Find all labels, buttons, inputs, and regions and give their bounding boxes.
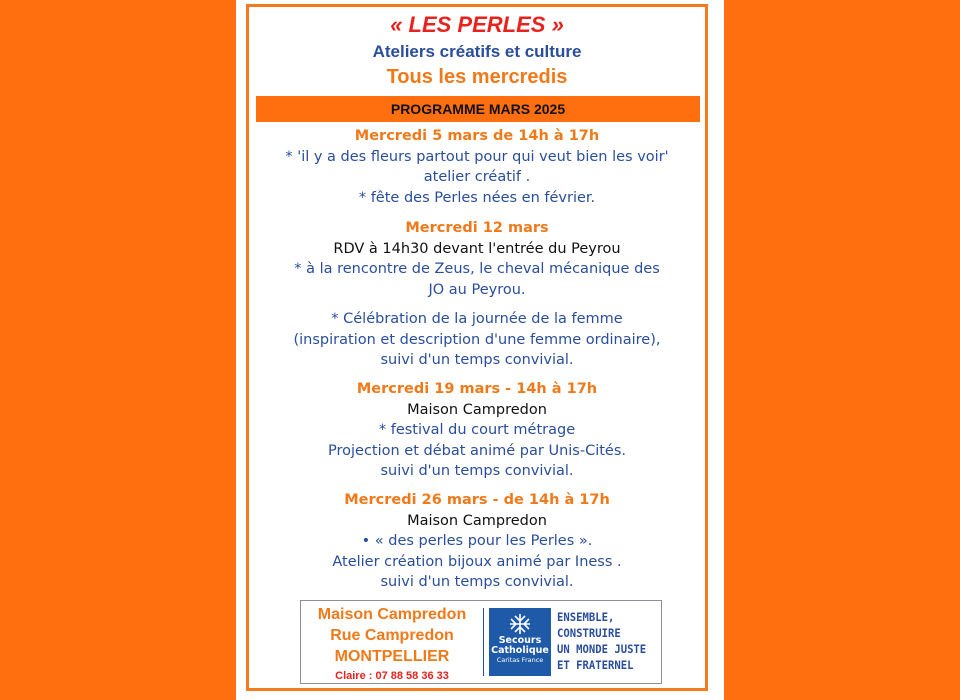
- event-line: * festival du court métrage: [378, 422, 576, 438]
- programme-label: PROGRAMME MARS 2025: [390, 101, 566, 117]
- event-date: Mercredi 5 mars de 14h à 17h: [354, 128, 600, 144]
- footer-divider: [483, 608, 484, 676]
- logo-text: Secours: [498, 635, 542, 646]
- logo-text: Catholique: [491, 645, 549, 656]
- event-4: [246, 490, 708, 593]
- slogan: [557, 609, 651, 673]
- address-city: MONTPELLIER: [334, 648, 450, 665]
- event-line: atelier créatif .: [423, 169, 531, 185]
- event-line: suivi d'un temps convivial.: [380, 574, 574, 590]
- event-place: RDV à 14h30 devant l'entrée du Peyrou: [333, 240, 621, 257]
- contact-phone: Claire : 07 88 58 36 33: [335, 670, 449, 682]
- event-place: Maison Campredon: [407, 512, 547, 529]
- cross-icon: [507, 612, 533, 636]
- poster-subtitle: Ateliers créatifs et culture: [372, 42, 582, 61]
- event-place: Maison Campredon: [407, 401, 547, 418]
- event-date: Mercredi 19 mars - 14h à 17h: [356, 381, 598, 397]
- event-3: [246, 379, 708, 482]
- address-line: Maison Campredon: [317, 606, 467, 623]
- slogan-line: CONSTRUIRE: [557, 626, 621, 640]
- event-line: Atelier création bijoux animé par Iness .: [332, 553, 622, 570]
- event-1: [246, 126, 708, 208]
- event-2-extra: [246, 309, 708, 371]
- slogan-line: ET FRATERNEL: [557, 658, 634, 672]
- event-line: suivi d'un temps convivial.: [380, 352, 574, 368]
- event-line: Projection et débat animé par Unis-Cités.: [328, 442, 626, 459]
- event-line: • « des perles pour les Perles ».: [361, 533, 593, 549]
- event-line: suivi d'un temps convivial.: [380, 463, 574, 479]
- event-date: Mercredi 26 mars - de 14h à 17h: [344, 492, 610, 508]
- poster-title: « LES PERLES »: [390, 12, 564, 37]
- secours-catholique-logo: [489, 608, 551, 676]
- event-line: * fête des Perles nées en février.: [358, 189, 596, 206]
- event-line: * 'il y a des fleurs partout pour qui veut bien les voir': [285, 148, 669, 165]
- slogan-line: ENSEMBLE,: [557, 610, 615, 624]
- address-block: [306, 604, 478, 685]
- event-line: JO au Peyrou.: [428, 281, 526, 298]
- address-line: Rue Campredon: [330, 627, 454, 644]
- schedule-heading: Tous les mercredis: [386, 66, 568, 88]
- event-2: [246, 218, 708, 300]
- event-line: * Célébration de la journée de la femme: [331, 311, 623, 327]
- slogan-line: UN MONDE JUSTE: [557, 642, 647, 656]
- event-line: * à la rencontre de Zeus, le cheval mécanique des: [294, 261, 660, 277]
- event-date: Mercredi 12 mars: [405, 220, 549, 236]
- event-line: (inspiration et description d'une femme ordinaire),: [293, 331, 661, 348]
- logo-text: Caritas France: [496, 656, 544, 664]
